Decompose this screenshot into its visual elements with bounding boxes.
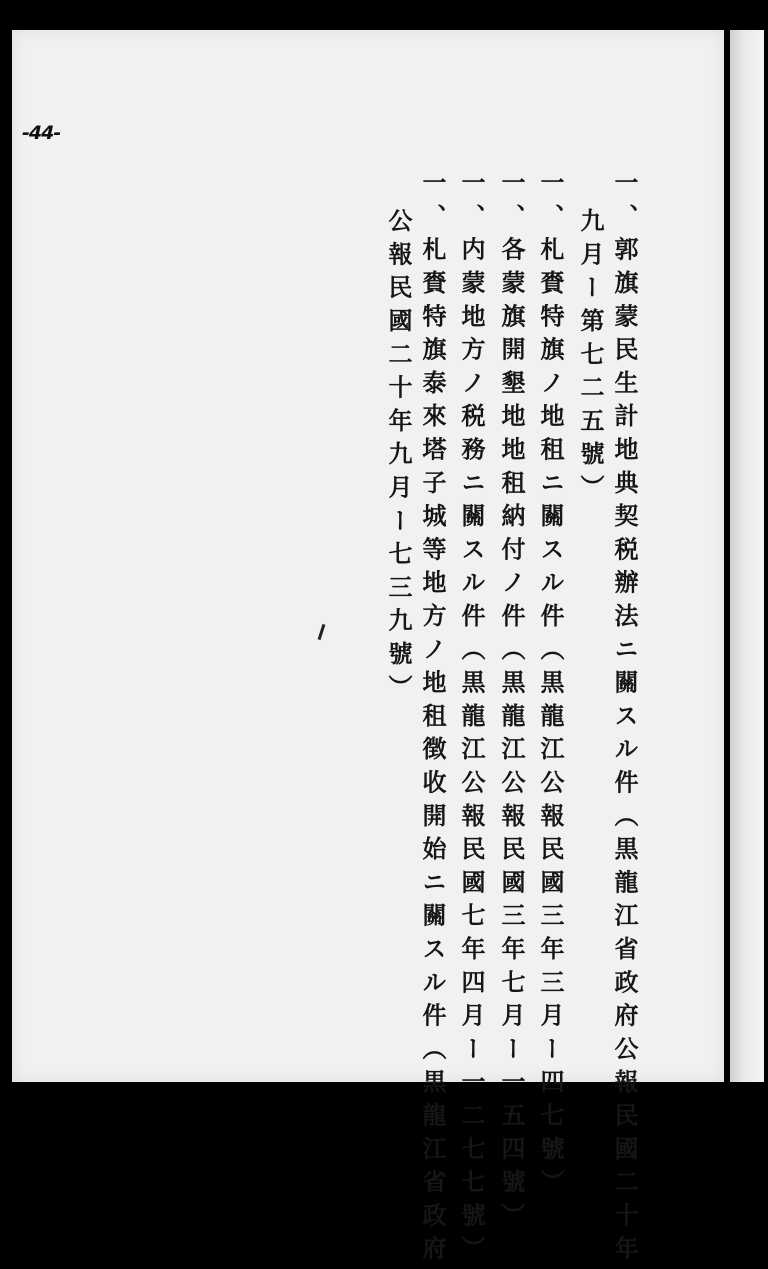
text-column-4: 一、各蒙旗開墾地地租納付ノ件（黒龍江公報民國三年七月ー一五四號） (497, 170, 526, 1236)
page-number: -44- (22, 122, 61, 144)
text-column-6: 一、札賚特旗泰來塔子城等地方ノ地租徴收開始ニ關スル件（黒龍江省政府 (418, 170, 447, 1269)
page-edge (730, 30, 764, 1082)
text-column-7: 公報民國二十年九月ー七三九號） (384, 208, 413, 708)
text-column-5: 一、内蒙地方ノ税務ニ關スル件（黒龍江公報民國七年四月ー一二七七號） (457, 170, 486, 1269)
text-column-2: 九月ー第七二五號） (576, 208, 605, 508)
text-column-3: 一、札賚特旗ノ地租ニ關スル件（黒龍江公報民國三年三月ー四七號） (536, 170, 565, 1203)
text-column-1: 一、郭旗蒙民生計地典契税辦法ニ關スル件（黒龍江省政府公報民國二十年 (610, 170, 639, 1269)
